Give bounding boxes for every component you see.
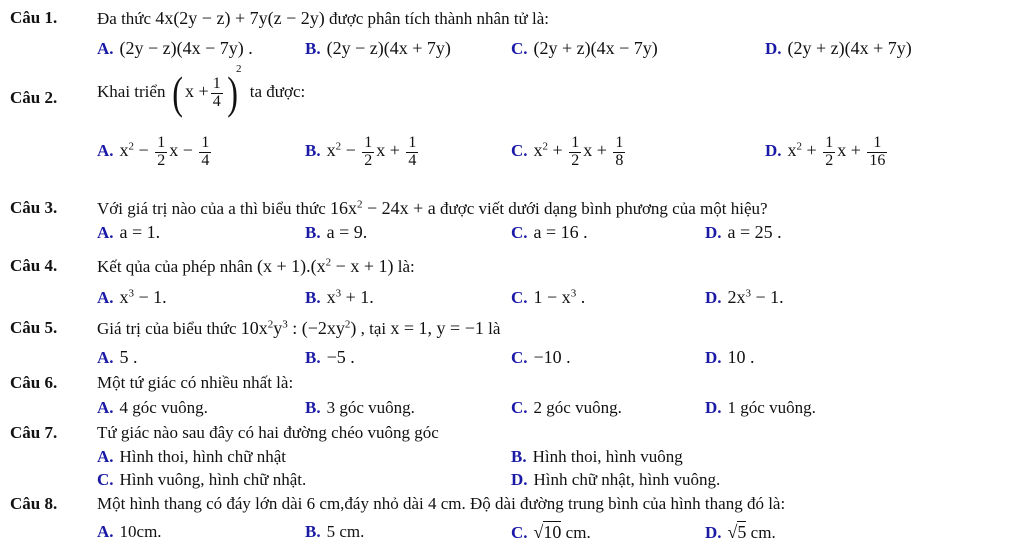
question-stem: Tứ giác nào sau đây có hai đường chéo vuông góc xyxy=(97,423,439,442)
option-c[interactable]: C. (2y + z)(4x − 7y) xyxy=(511,38,658,58)
question-stem: Kết qủa của phép nhân $(x + 1).(x^2 - x + 1)$ là: xyxy=(97,256,415,276)
option-b[interactable]: B. a = 9. xyxy=(305,222,368,242)
question-stem: Khai triển ( x + $\frac{1}{4}$ )$^2$ ta được: xyxy=(97,63,306,118)
option-c[interactable]: C. −10 . xyxy=(511,347,571,367)
option-a[interactable]: A. (2y − z)(4x − 7y) . xyxy=(97,38,253,58)
question-number: Câu 8. xyxy=(10,494,58,513)
option-b[interactable]: B. 3 góc vuông. xyxy=(305,398,415,417)
option-a[interactable]: A. 4 góc vuông. xyxy=(97,398,208,417)
option-b[interactable]: B. 5 cm. xyxy=(305,522,365,541)
option-d[interactable]: D. (2y + z)(4x + 7y) xyxy=(765,38,912,58)
option-d[interactable]: D. 1 góc vuông. xyxy=(705,398,816,417)
option-c[interactable]: C. 2 góc vuông. xyxy=(511,398,622,417)
question-number: Câu 6. xyxy=(10,373,58,392)
option-a[interactable]: A. $x^3 - 1$. xyxy=(97,287,167,307)
option-a[interactable]: A. Hình thoi, hình chữ nhật xyxy=(97,447,286,466)
question-stem: Một tứ giác có nhiều nhất là: xyxy=(97,373,294,392)
option-d[interactable]: D. $x^2$ + $\frac{1}{2}$ x + $\frac{1}{16}$ xyxy=(765,134,886,169)
option-a[interactable]: A. 5 . xyxy=(97,347,138,367)
option-c[interactable]: C. a = 16 . xyxy=(511,222,588,242)
sqrt-icon: √10 xyxy=(533,522,562,542)
option-b[interactable]: B. −5 . xyxy=(305,347,355,367)
option-a[interactable]: A. $x^2$ − $\frac{1}{2}$ x − $\frac{1}{4}$ xyxy=(97,134,210,169)
option-b[interactable]: B. $x^2$ − $\frac{1}{2}$ x + $\frac{1}{4}$ xyxy=(305,134,417,169)
option-a[interactable]: A. 10cm. xyxy=(97,522,162,541)
question-number: Câu 3. xyxy=(10,198,58,217)
question-stem: Giá trị của biểu thức $10x^2y^3$ : $(-2xy^2)$ , tại x = 1, y = −1 là xyxy=(97,318,501,338)
question-number: Câu 2. xyxy=(10,88,58,107)
option-b[interactable]: B. (2y − z)(4x + 7y) xyxy=(305,38,451,58)
option-a[interactable]: A. a = 1. xyxy=(97,222,161,242)
option-b[interactable]: B. Hình thoi, hình vuông xyxy=(511,447,683,466)
question-number: Câu 1. xyxy=(10,8,58,27)
option-d[interactable]: D. √5 cm. xyxy=(705,522,776,542)
question-stem: Một hình thang có đáy lớn dài 6 cm,đáy nhỏ dài 4 cm. Độ dài đường trung bình của hình thang đó là: xyxy=(97,494,786,513)
option-c[interactable]: C. $1 - x^3$ . xyxy=(511,287,586,307)
question-number: Câu 4. xyxy=(10,256,58,275)
question-number: Câu 5. xyxy=(10,318,58,337)
question-stem: Với giá trị nào của a thì biểu thức $16x^2 - 24x + a$ được viết dưới dạng bình phương của một hiệu? xyxy=(97,198,768,218)
option-d[interactable]: D. 10 . xyxy=(705,347,755,367)
sqrt-icon: √5 xyxy=(727,522,747,542)
option-c[interactable]: C. $x^2$ + $\frac{1}{2}$ x + $\frac{1}{8}$ xyxy=(511,134,624,169)
question-stem: Đa thức 4x(2y − z) + 7y(z − 2y) được phân tích thành nhân tử là: xyxy=(97,8,550,28)
option-c[interactable]: C. Hình vuông, hình chữ nhật. xyxy=(97,470,307,489)
option-b[interactable]: B. $x^3 + 1$. xyxy=(305,287,374,307)
option-d[interactable]: D. Hình chữ nhật, hình vuông. xyxy=(511,470,721,489)
question-number: Câu 7. xyxy=(10,423,58,442)
option-c[interactable]: C. √10 cm. xyxy=(511,522,591,542)
option-d[interactable]: D. a = 25 . xyxy=(705,222,782,242)
question-2 xyxy=(0,63,1024,122)
option-d[interactable]: D. $2x^3 - 1$. xyxy=(705,287,784,307)
